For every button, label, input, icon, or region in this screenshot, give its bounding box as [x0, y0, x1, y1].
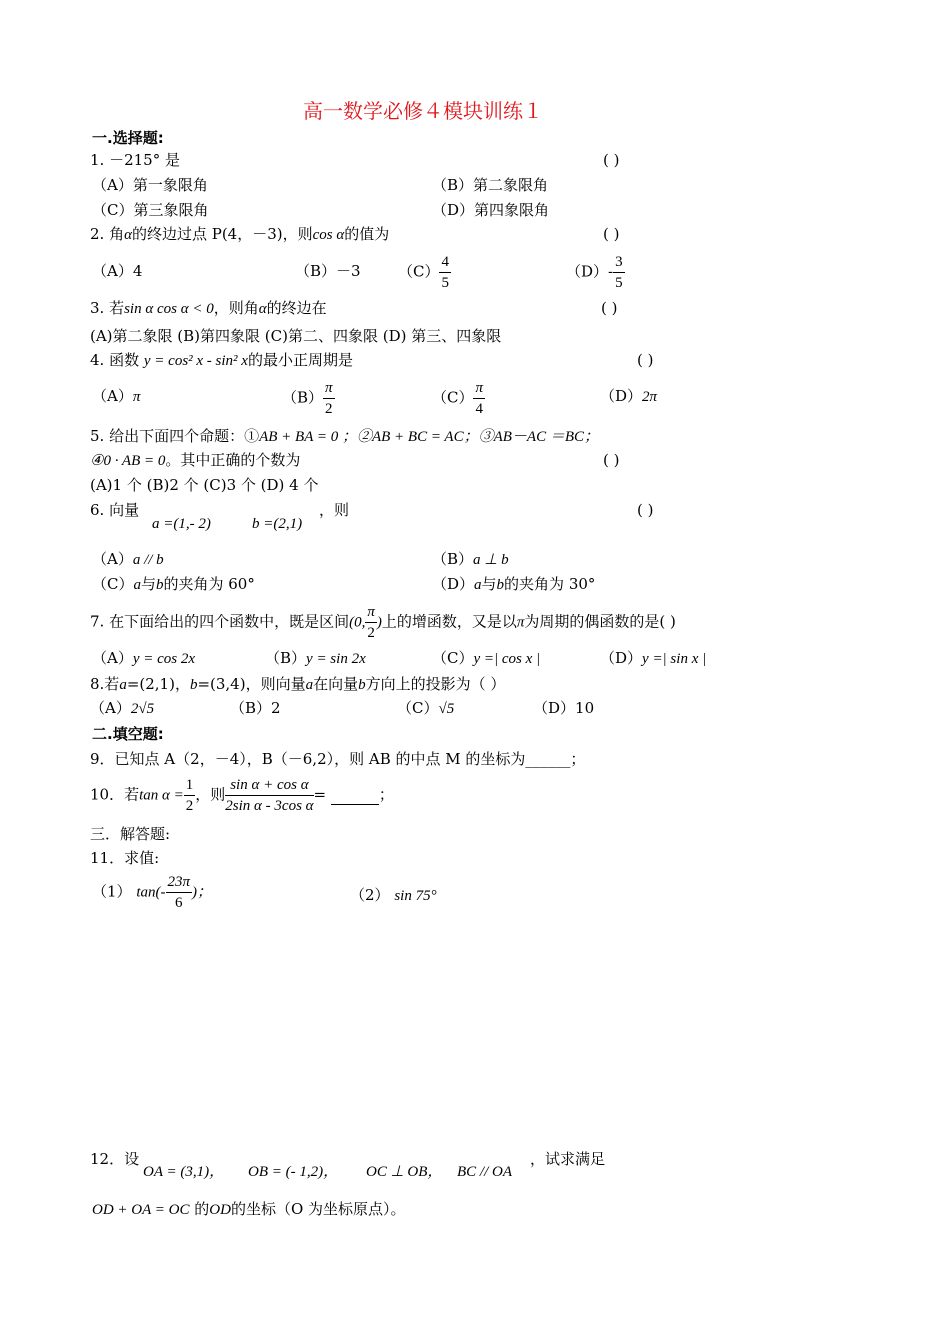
q2-option-c — [398, 252, 451, 293]
q10-blank[interactable] — [331, 786, 379, 805]
question-11-stem: 11．求值: — [90, 849, 160, 867]
question-12-line1: 12．设 — [90, 1150, 140, 1168]
q6-option-b: （B）a ⊥ b — [432, 550, 509, 568]
q3-alpha: α — [258, 301, 267, 317]
q2-text-c: 的值为 — [344, 225, 390, 243]
q1-option-a: （A）第一象限角 — [92, 176, 208, 194]
q7-interval-open: (0, — [349, 614, 366, 631]
question-7-stem — [90, 602, 676, 643]
q12-par: BC // OA — [457, 1164, 512, 1180]
q1-option-b: （B）第二象限角 — [432, 176, 549, 194]
section-heading-answer: 三．解答题: — [90, 825, 171, 843]
question-1-stem: 1. －215° 是 — [90, 151, 180, 169]
q3-inequality: sin α cos α < 0 — [124, 301, 214, 317]
q7-option-b: （B）y = sin 2x — [265, 649, 366, 667]
q4-text-b: 的最小正周期是 — [247, 351, 353, 369]
q2-text-b: 的终边过点 P(4，－3)，则 — [131, 225, 313, 243]
question-10: 10．若tan α = $\frac{1}{2}$ ，则 $\frac{\text{sin α + cos α}}{\text{2sin α - 3cos α}}$ = ； — [90, 777, 394, 814]
q2-c-fraction: $\frac{4}{5}$ — [441, 254, 449, 291]
q2-option-d — [566, 252, 625, 293]
q4-c-fraction: $\frac{\pi}{4}$ — [475, 380, 483, 417]
answer-parentheses: ( ) — [637, 351, 654, 369]
q2-d-label: （D）- — [566, 262, 614, 281]
q5-prop-1: AB + BA = 0 ；② — [259, 429, 372, 445]
q4-option-d: （D）2π — [600, 387, 658, 405]
answer-parentheses: ( ) — [603, 451, 620, 469]
q2-cos-alpha: cos α — [312, 227, 345, 243]
q7-interval-fraction: $\frac{\pi}{2}$ — [367, 604, 375, 641]
q6-text-end: ，则 — [319, 501, 350, 519]
q4-option-c: （C） $\frac{\pi}{4}$ — [432, 380, 483, 417]
answer-parentheses: ( ) — [603, 151, 620, 169]
q6-vector-a: a =(1,- 2) — [152, 516, 211, 532]
q5-prop-4: ④0 · AB = 0 — [90, 453, 166, 469]
q11-fraction: $\frac{23\pi}{6}$ — [167, 874, 191, 911]
q4-function: y = cos² x - sin² x — [143, 353, 248, 369]
answer-parentheses: ( ) — [601, 299, 618, 317]
question-9: 9．已知点 A（2，－4），B（－6,2），则 AB 的中点 M 的坐标为______； — [90, 750, 586, 768]
q8-option-d: （D）10 — [533, 699, 595, 717]
section-heading-fill: 二.填空题: — [92, 725, 164, 743]
q12-text-end: ，试求满足 — [530, 1150, 606, 1168]
q6-vector-b: b =(2,1) — [252, 516, 303, 532]
q2-d-fraction: $\frac{3}{5}$ — [615, 254, 623, 291]
q7-text-c: 为周期的偶函数的是( ) — [524, 612, 676, 631]
q5-prop-3: AB－AC ＝BC； — [493, 429, 600, 445]
section-heading-choice: 一.选择题: — [92, 129, 164, 147]
q4-option-b: （B） $\frac{\pi}{2}$ — [282, 380, 333, 417]
q3-text-a: 3. 若 — [90, 299, 125, 317]
q2-text-a: 2. 角 — [90, 225, 125, 243]
q7-pi: π — [516, 614, 525, 631]
q2-option-b: （B）－3 — [295, 262, 361, 280]
q7-text-b: 上的增函数，又是以 — [381, 612, 517, 631]
question-5-line1 — [90, 427, 599, 446]
question-6-stem: 6. 向量 — [90, 501, 140, 519]
question-4-stem — [90, 351, 353, 370]
question-5-line2 — [90, 451, 300, 470]
q1-option-d: （D）第四象限角 — [432, 201, 550, 219]
q4-b-fraction: $\frac{\pi}{2}$ — [325, 380, 333, 417]
q5-prop-2: AB + BC = AC；③ — [371, 429, 494, 445]
q11-part-2: （2） sin 75° — [350, 886, 437, 904]
q7-text-a: 7. 在下面给出的四个函数中，既是区间 — [90, 612, 350, 631]
q2-alpha: α — [124, 227, 132, 243]
q6-option-c: （C）a与b的夹角为 60° — [92, 575, 255, 593]
q2-option-a: （A）4 — [92, 262, 143, 280]
answer-parentheses: ( ) — [637, 501, 654, 519]
q7-option-a: （A）y = cos 2x — [92, 649, 196, 667]
q5-options: (A)1 个 (B)2 个 (C)3 个 (D) 4 个 — [90, 476, 319, 494]
q1-option-c: （C）第三象限角 — [92, 201, 209, 219]
q8-option-b: （B）2 — [230, 699, 281, 717]
answer-parentheses: ( ) — [603, 225, 620, 243]
q12-perp: OC ⊥ OB， — [366, 1164, 443, 1180]
q5-text-end: 。其中正确的个数为 — [165, 451, 301, 469]
q6-option-d: （D）a与b的夹角为 30° — [432, 575, 596, 593]
q3-text-b: ，则角 — [213, 299, 259, 317]
q11-part-1: （1） tan(- $\frac{23\pi}{6}$ )； — [92, 874, 213, 911]
q7-option-d: （D）y =| sin x | — [600, 649, 707, 667]
q5-text: 5. 给出下面四个命题：① — [90, 427, 260, 445]
question-2-stem — [90, 225, 389, 244]
q8-option-a: （A）2√5 — [90, 699, 155, 717]
question-3-stem — [90, 299, 327, 318]
page-title: 高一数学必修４模块训练１ — [303, 99, 543, 123]
q10-half: $\frac{1}{2}$ — [185, 777, 194, 814]
q3-options: (A)第二象限 (B)第四象限 (C)第二、四象限 (D) 第三、四象限 — [90, 327, 502, 345]
q7-option-c: （C）y =| cos x | — [432, 649, 541, 667]
q10-expression: $\frac{\text{sin α + cos α}}{\text{2sin α - 3cos α}}$ — [225, 777, 314, 814]
q8-option-c: （C）√5 — [397, 699, 455, 717]
q12-ob: OB = (- 1,2)， — [248, 1164, 339, 1180]
q2-c-label: （C） — [398, 262, 440, 281]
q6-option-a: （A）a // b — [92, 550, 164, 568]
q7-interval-close: ) — [376, 614, 382, 631]
question-12-line2: OD + OA = OC 的OD的坐标（O 为坐标原点）。 — [92, 1200, 406, 1218]
q4-text-a: 4. 函数 — [90, 351, 140, 369]
q3-text-c: 的终边在 — [266, 299, 327, 317]
q12-oa: OA = (3,1)， — [143, 1164, 225, 1180]
question-8-stem: 8.若a=(2,1)，b=(3,4)，则向量a在向量b方向上的投影为（ ） — [90, 675, 506, 693]
q4-option-a: （A）π — [92, 387, 141, 405]
